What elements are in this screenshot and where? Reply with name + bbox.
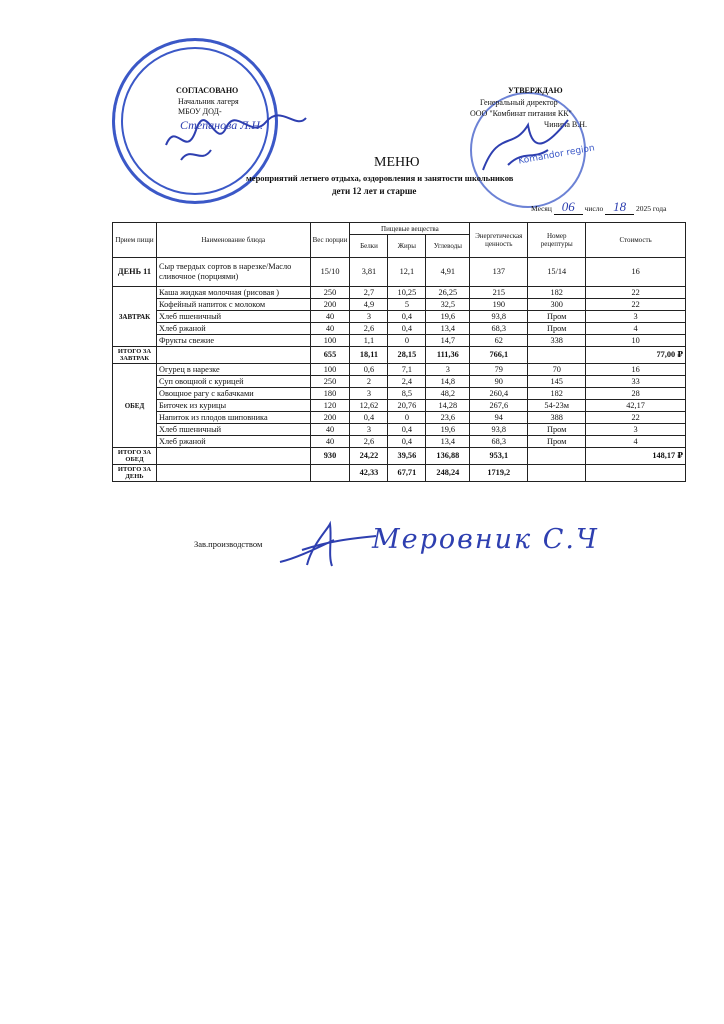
- dish-recipe: Пром: [528, 424, 586, 436]
- stamp-left-line2: МБОУ ДОД-: [178, 107, 222, 116]
- dish-carbs: 32,5: [426, 299, 470, 311]
- dish-energy: 79: [470, 364, 528, 376]
- dish-cost: 3: [586, 424, 686, 436]
- dish-energy: 260,4: [470, 388, 528, 400]
- day-total-row: [113, 465, 686, 482]
- dish-fat: 0,4: [388, 424, 426, 436]
- dish-fat: 20,76: [388, 400, 426, 412]
- dish-weight: 180: [310, 388, 350, 400]
- dish-cost: 10: [586, 335, 686, 347]
- dish-energy: 90: [470, 376, 528, 388]
- dish-fat: 0,4: [388, 323, 426, 335]
- dish-energy: 267,6: [470, 400, 528, 412]
- dish-cost: 4: [586, 436, 686, 448]
- dish-fat: 0: [388, 335, 426, 347]
- dish-name: Сыр твердых сортов в нарезке/Масло сливочное (порциями): [156, 258, 310, 287]
- stamp-left-title: СОГЛАСОВАНО: [176, 86, 239, 95]
- table-row: [113, 364, 686, 376]
- dish-name: Хлеб пшеничный: [156, 424, 310, 436]
- dish-protein: 0,4: [350, 412, 388, 424]
- document-title: МЕНЮ: [374, 155, 420, 170]
- table-row: [113, 311, 686, 323]
- dish-name: Огурец в нарезке: [156, 364, 310, 376]
- menu-table: [112, 222, 686, 482]
- table-row: [113, 424, 686, 436]
- production-head-label: Зав.производством: [194, 539, 263, 549]
- table-row: [113, 412, 686, 424]
- dish-recipe: Пром: [528, 311, 586, 323]
- table-row: [113, 436, 686, 448]
- dish-weight: 200: [310, 412, 350, 424]
- dish-name: Кофейный напиток с молоком: [156, 299, 310, 311]
- dish-name: Суп овощной с курицей: [156, 376, 310, 388]
- total-cost: 77,00 ₽: [586, 347, 686, 364]
- dish-recipe: 182: [528, 388, 586, 400]
- dish-cost: 42,17: [586, 400, 686, 412]
- total-energy: 766,1: [470, 347, 528, 364]
- total-fat: 39,56: [388, 448, 426, 465]
- dish-carbs: 48,2: [426, 388, 470, 400]
- dish-carbs: 19,6: [426, 424, 470, 436]
- month-label: Месяц: [531, 204, 552, 213]
- dish-recipe: 54-23м: [528, 400, 586, 412]
- production-signature-name: Меровник С.Ч: [372, 524, 599, 555]
- col-recipe: Номер рецептуры: [528, 223, 586, 258]
- date-line: [531, 199, 666, 215]
- dish-weight: 40: [310, 424, 350, 436]
- meal-lunch: ОБЕД: [113, 364, 157, 448]
- dish-weight: 250: [310, 376, 350, 388]
- dish-carbs: 23,6: [426, 412, 470, 424]
- dish-name: Фрукты свежие: [156, 335, 310, 347]
- dish-carbs: 14,7: [426, 335, 470, 347]
- dish-cost: 3: [586, 311, 686, 323]
- dish-fat: 8,5: [388, 388, 426, 400]
- total-carbs: 248,24: [426, 465, 470, 482]
- dish-fat: 12,1: [388, 258, 426, 287]
- stamp-right-line2: ООО "Комбинат питания КК": [470, 109, 572, 118]
- dish-weight: 15/10: [310, 258, 350, 287]
- dish-protein: 3: [350, 388, 388, 400]
- dish-fat: 0: [388, 412, 426, 424]
- total-label: ИТОГО ЗА ДЕНЬ: [113, 465, 157, 482]
- total-carbs: 136,88: [426, 448, 470, 465]
- right-signature-scribble: [478, 110, 578, 180]
- total-protein: 24,22: [350, 448, 388, 465]
- col-dish: Наименование блюда: [156, 223, 310, 258]
- dish-weight: 40: [310, 436, 350, 448]
- dish-energy: 62: [470, 335, 528, 347]
- dish-energy: 68,3: [470, 436, 528, 448]
- stamp-right-line1: Генеральный директор: [480, 98, 558, 107]
- col-nutrients: Пищевые вещества: [350, 223, 470, 235]
- dish-weight: 200: [310, 299, 350, 311]
- total-energy: 953,1: [470, 448, 528, 465]
- dish-energy: 94: [470, 412, 528, 424]
- dish-protein: 2,7: [350, 287, 388, 299]
- col-carbs: Углеводы: [426, 235, 470, 258]
- col-weight: Вес порции: [310, 223, 350, 258]
- col-fat: Жиры: [388, 235, 426, 258]
- stamp-left-signed-name: Степанова Л.Н.: [180, 118, 264, 132]
- dish-cost: 33: [586, 376, 686, 388]
- month-value: 06: [554, 199, 583, 215]
- dish-cost: 22: [586, 299, 686, 311]
- dish-protein: 3,81: [350, 258, 388, 287]
- dish-cost: 4: [586, 323, 686, 335]
- total-label: ИТОГО ЗА ОБЕД: [113, 448, 157, 465]
- dish-protein: 2,6: [350, 436, 388, 448]
- total-protein: 42,33: [350, 465, 388, 482]
- total-fat: 28,15: [388, 347, 426, 364]
- dish-name: Биточек из курицы: [156, 400, 310, 412]
- left-signature-scribble: [156, 100, 316, 170]
- dish-recipe: 300: [528, 299, 586, 311]
- document-subtitle: мероприятий летнего отдыха, оздоровления и занятости школьников: [246, 173, 514, 183]
- dish-weight: 100: [310, 335, 350, 347]
- dish-carbs: 19,6: [426, 311, 470, 323]
- dish-protein: 2: [350, 376, 388, 388]
- dish-fat: 10,25: [388, 287, 426, 299]
- dish-energy: 190: [470, 299, 528, 311]
- col-energy: Энергетическая ценность: [470, 223, 528, 258]
- dish-fat: 5: [388, 299, 426, 311]
- dish-energy: 137: [470, 258, 528, 287]
- dish-weight: 120: [310, 400, 350, 412]
- dish-recipe: 182: [528, 287, 586, 299]
- dish-fat: 0,4: [388, 436, 426, 448]
- dish-name: Хлеб ржаной: [156, 323, 310, 335]
- total-energy: 1719,2: [470, 465, 528, 482]
- dish-cost: 22: [586, 412, 686, 424]
- total-carbs: 111,36: [426, 347, 470, 364]
- dish-name: Овощное рагу с кабачками: [156, 388, 310, 400]
- dish-protein: 4,9: [350, 299, 388, 311]
- dish-name: Хлеб пшеничный: [156, 311, 310, 323]
- col-cost: Стоимость: [586, 223, 686, 258]
- dish-weight: 40: [310, 311, 350, 323]
- total-label: ИТОГО ЗА ЗАВТРАК: [113, 347, 157, 364]
- dish-name: Хлеб ржаной: [156, 436, 310, 448]
- dish-carbs: 26,25: [426, 287, 470, 299]
- dish-cost: 16: [586, 364, 686, 376]
- total-protein: 18,11: [350, 347, 388, 364]
- dish-weight: 250: [310, 287, 350, 299]
- stamp-right-line3: Чинина В.Н.: [544, 120, 587, 129]
- stamp-right-title: УТВЕРЖДАЮ: [508, 86, 563, 95]
- col-meal: Прием пищи: [113, 223, 157, 258]
- dish-protein: 2,6: [350, 323, 388, 335]
- dish-fat: 0,4: [388, 311, 426, 323]
- dish-recipe: 388: [528, 412, 586, 424]
- stamp-right-logo: Komandor region: [517, 143, 596, 167]
- dish-fat: 2,4: [388, 376, 426, 388]
- dish-recipe: Пром: [528, 323, 586, 335]
- lunch-total-row: [113, 448, 686, 465]
- year-label: 2025 года: [636, 204, 667, 213]
- dish-energy: 68,3: [470, 323, 528, 335]
- dish-carbs: 13,4: [426, 323, 470, 335]
- dish-carbs: 14,28: [426, 400, 470, 412]
- dish-protein: 3: [350, 311, 388, 323]
- total-weight: 655: [310, 347, 350, 364]
- dish-carbs: 3: [426, 364, 470, 376]
- dish-name: Каша жидкая молочная (рисовая ): [156, 287, 310, 299]
- dish-energy: 215: [470, 287, 528, 299]
- dish-carbs: 13,4: [426, 436, 470, 448]
- col-protein: Белки: [350, 235, 388, 258]
- total-weight: 930: [310, 448, 350, 465]
- dish-protein: 12,62: [350, 400, 388, 412]
- table-row: [113, 299, 686, 311]
- dish-fat: 7,1: [388, 364, 426, 376]
- table-row: [113, 376, 686, 388]
- table-row: [113, 400, 686, 412]
- dish-recipe: 15/14: [528, 258, 586, 287]
- table-row: [113, 388, 686, 400]
- dish-cost: 22: [586, 287, 686, 299]
- dish-carbs: 4,91: [426, 258, 470, 287]
- table-row: [113, 287, 686, 299]
- dish-recipe: 145: [528, 376, 586, 388]
- dish-protein: 3: [350, 424, 388, 436]
- stamp-left-line1: Начальник лагеря: [178, 97, 239, 106]
- dish-carbs: 14,8: [426, 376, 470, 388]
- day-label: ДЕНЬ 11: [113, 258, 157, 287]
- dish-weight: 40: [310, 323, 350, 335]
- production-signature: [272, 510, 382, 580]
- dish-weight: 100: [310, 364, 350, 376]
- table-row: [113, 323, 686, 335]
- dish-energy: 93,8: [470, 424, 528, 436]
- dish-energy: 93,8: [470, 311, 528, 323]
- dish-cost: 28: [586, 388, 686, 400]
- dish-recipe: Пром: [528, 436, 586, 448]
- dish-protein: 1,1: [350, 335, 388, 347]
- total-fat: 67,71: [388, 465, 426, 482]
- dish-recipe: 338: [528, 335, 586, 347]
- age-group: дети 12 лет и старше: [332, 186, 417, 196]
- dish-name: Напиток из плодов шиповника: [156, 412, 310, 424]
- total-cost: 148,17 ₽: [586, 448, 686, 465]
- table-row: [113, 335, 686, 347]
- day-value: 18: [605, 199, 634, 215]
- dish-recipe: 70: [528, 364, 586, 376]
- dish-cost: 16: [586, 258, 686, 287]
- breakfast-total-row: [113, 347, 686, 364]
- dish-protein: 0,6: [350, 364, 388, 376]
- meal-breakfast: ЗАВТРАК: [113, 287, 157, 347]
- day-label: число: [584, 204, 604, 213]
